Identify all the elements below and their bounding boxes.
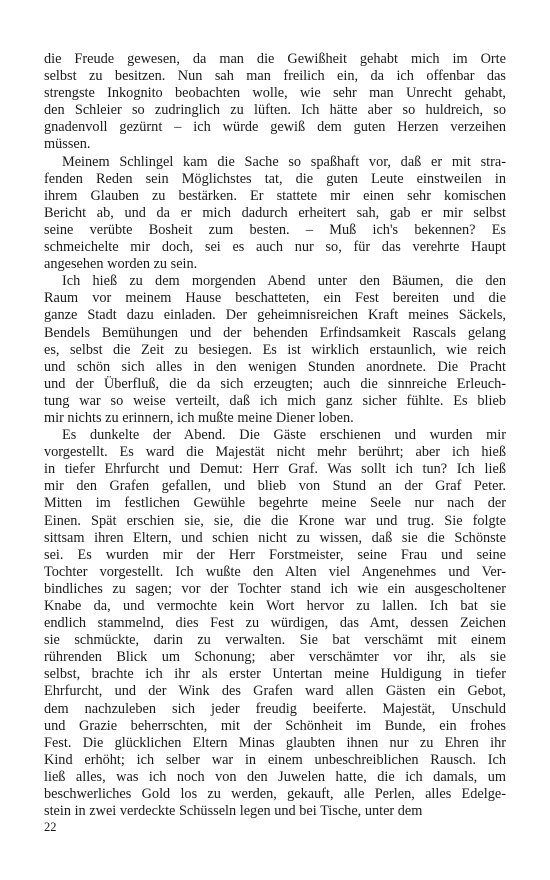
text-line: gnadenvoll gezürnt – ich würde gewiß dem guten Herzen verzeihen (44, 119, 506, 136)
text-line: bindliches zu sagen; vor der Tochter stand ich wie ein ausgescholtener (44, 580, 506, 597)
text-line: die Freude gewesen, da man die Gewißheit gehabt mich im Orte (44, 51, 506, 67)
text-line: ließ alles, was ich noch von den Juwelen hatte, die ich damals, um (44, 768, 506, 785)
text-line: beschwerliches Gold los zu werden, gekauft, alle Perlen, alles Edelge- (44, 786, 506, 803)
text-line: selbst zu besitzen. Nun sah man freilich ein, da ich offenbar das (44, 68, 506, 85)
text-line: Knabe da, und vermochte kein Wort hervor zu lallen. Ich bat sie (44, 598, 506, 614)
text-line: Bendels Bemühungen und der behenden Erfindsamkeit Rascals gelang (44, 324, 506, 341)
text-line: rührenden Blick um Schonung; aber verschämter vor ihr, als sie (44, 649, 506, 666)
text-line: und Grazie beherrschten, mit der Schönheit im Bunde, ein frohes (44, 717, 506, 734)
text-line: Tochter vorgestellt. Ich wußte den Alten viel Angenehmes und Ver- (44, 563, 506, 580)
text-line: Ehrfurcht, und der Wink des Grafen ward allen Gästen ein Gebot, (44, 683, 506, 700)
text-line: ihrem Glauben zu bestärken. Er stattete mir einen sehr komischen (44, 187, 506, 204)
page-number: 22 (44, 820, 57, 834)
text-line: und der Überfluß, die da sich erzeugten; auch die sinnreiche Erleuch- (44, 375, 506, 392)
paragraph (44, 154, 506, 274)
text-line: strengste Inkognito beobachten wolle, wie sehr man Unrecht gehabt, (44, 85, 506, 102)
text-line: Meinem Schlingel kam die Sache so spaßhaft vor, daß er mit stra- (62, 153, 506, 170)
paragraph (44, 51, 506, 154)
text-line: Ich hieß zu dem morgenden Abend unter den Bäumen, die den (62, 273, 506, 290)
text-line: stein in zwei verdeckte Schüsseln legen und bei Tische, unter dem (44, 803, 423, 820)
text-line: seine verübte Bosheit zum besten. – Muß ich's bekennen? Es (44, 221, 506, 238)
paragraph (44, 273, 506, 427)
body-text (44, 51, 506, 820)
paragraph (44, 427, 506, 820)
text-line: in tiefer Ehrfurcht und Demut: Herr Graf. Was sollt ich tun? Ich ließ (44, 461, 506, 478)
text-line: endlich stammelnd, dies Fest zu würdigen, das Amt, dessen Zeichen (44, 615, 506, 632)
text-line: mir den Grafen gefallen, und blieb von Stund an der Graf Peter. (44, 478, 506, 495)
text-line: Kind erhöht; ich selber war in einem unbeschreiblichen Rausch. Ich (44, 751, 506, 768)
text-line: Fest. Die glücklichen Eltern Minas glaubten ihnen nur zu Ehren ihr (44, 734, 506, 751)
text-line: sei. Es wurden mir der Herr Forstmeister, seine Frau und seine (44, 546, 506, 563)
text-line: selbst, brachte ich ihr als erster Untertan meine Huldigung in tiefer (44, 666, 506, 683)
text-line: müssen. (44, 136, 91, 153)
text-line: schmeichelte mir doch, sei es auch nur so, für das verehrte Haupt (44, 239, 506, 256)
text-line: fenden Reden sein Möglichstes tat, die guten Leute einstweilen in (44, 170, 506, 187)
text-line: ganze Stadt dazu einladen. Der geheimnisreichen Kraft meines Säckels, (44, 307, 506, 324)
text-line: Es dunkelte der Abend. Die Gäste erschienen und wurden mir (62, 427, 506, 444)
text-line: sie schmückte, darin zu verwalten. Sie bat verschämt mit einem (44, 632, 506, 649)
text-line: den Schleier so zudringlich zu lüften. Ich hätte aber so huldreich, so (44, 102, 506, 119)
text-line: vorgestellt. Es ward die Majestät nicht mehr berührt; aber ich hieß (44, 444, 506, 461)
text-line: Raum vor meinem Hause beschatteten, ein Fest bereiten und die (44, 290, 506, 307)
text-line: Einen. Spät erschien sie, sie, die die Krone war und trug. Sie folgte (44, 512, 506, 529)
text-line: und schön sich alles in den wenigen Stunden anordnete. Die Pracht (44, 358, 506, 375)
text-line: dem nachzuleben sich jeder freudig beeiferte. Majestät, Unschuld (44, 700, 506, 717)
text-line: Bericht ab, und da er mich dadurch erheitert sah, gab er mir selbst (44, 204, 506, 221)
text-line: Mitten im festlichen Gewühle begehrte meine Seele nur nach der (44, 495, 506, 512)
text-line: es, selbst die Zeit zu besiegen. Es ist wirklich erstaunlich, wie reich (44, 341, 506, 358)
text-line: mir nichts zu erinnern, ich mußte meine Diener loben. (44, 409, 354, 426)
text-line: angesehen worden zu sein. (44, 256, 198, 273)
text-line: tung war so weise verteilt, daß ich mich ganz sicher fühlte. Es blieb (44, 392, 506, 409)
text-line: sittsam ihren Eltern, und schien nicht zu wissen, daß sie die Schönste (44, 529, 506, 546)
